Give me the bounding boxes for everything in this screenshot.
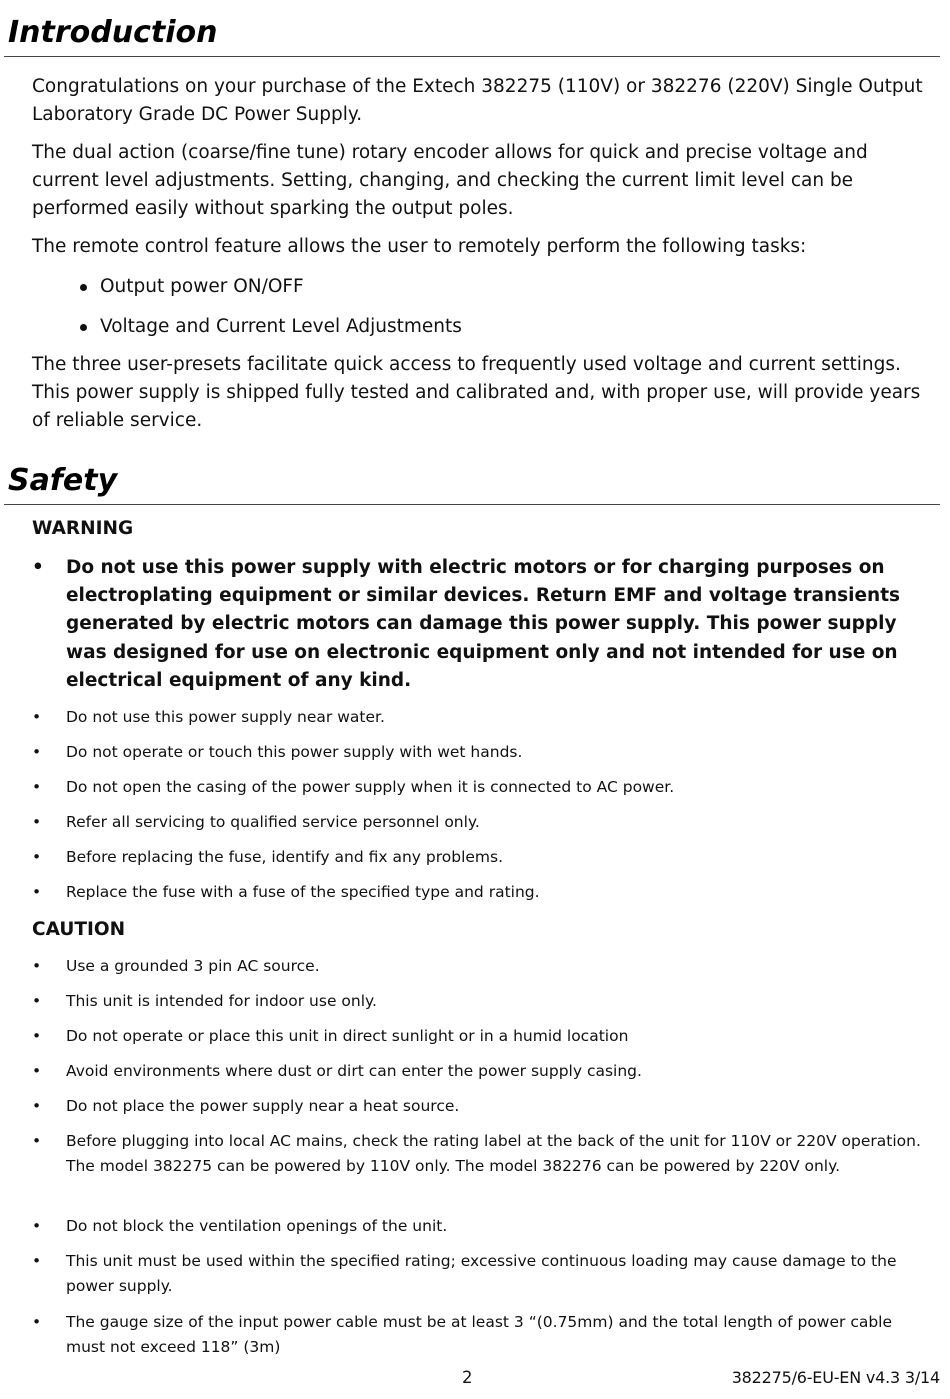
bullet-icon: • [32,1313,42,1331]
safety-heading: Safety [8,463,118,498]
safety-divider [4,504,940,505]
bullet-icon: • [32,708,42,726]
warning-text: Do not open the casing of the power supply when it is connected to AC power. [66,778,675,796]
caution-text: Do not place the power supply near a heat source. [66,1097,460,1115]
caution-text: Avoid environments where dust or dirt can enter the power supply casing. [66,1062,642,1080]
bullet-icon: • [32,992,42,1010]
bullet-icon: • [32,557,44,578]
bullet-icon: • [32,1062,42,1080]
warning-item [32,775,922,800]
bullet-icon: • [32,1217,42,1235]
bullet-icon: • [32,957,42,975]
caution-item [32,1129,922,1179]
task-text: Voltage and Current Level Adjustments [100,316,462,337]
caution-text: Before plugging into local AC mains, check the rating label at the back of the unit for 110V or 220V operation. The model 382275 can be powered by 110V only. The model 382276 can be powered by 220V only. [66,1132,921,1175]
warning-text: Do not use this power supply near water. [66,708,385,726]
warning-item [32,880,922,905]
caution-text: This unit must be used within the specified rating; excessive continuous loading may cause damage to the power supply. [66,1252,897,1295]
warning-item [32,810,922,835]
introduction-heading: Introduction [8,15,218,50]
list-item [76,273,462,313]
bullet-icon: • [32,813,42,831]
caution-item [32,1249,922,1299]
warning-label: WARNING [32,518,134,539]
bullet-icon: • [32,1252,42,1270]
bullet-dot-icon [80,324,87,331]
caution-item [32,1094,922,1119]
bullet-icon: • [32,1132,42,1150]
warning-text: Replace the fuse with a fuse of the specified type and rating. [66,883,540,901]
intro-paragraph-3: The remote control feature allows the user to remotely perform the following tasks: [32,236,807,257]
caution-label: CAUTION [32,919,126,940]
caution-text: This unit is intended for indoor use only. [66,992,377,1010]
bullet-icon: • [32,743,42,761]
caution-item [32,1310,922,1360]
bullet-icon: • [32,883,42,901]
introduction-divider [4,56,940,57]
intro-paragraph-1: Congratulations on your purchase of the Extech 382275 (110V) or 382276 (220V) Single Output Laboratory Grade DC Power Supply. [32,76,923,125]
caution-item [32,989,922,1014]
page-number: 2 [462,1368,473,1387]
intro-closing-paragraph: The three user-presets facilitate quick access to frequently used voltage and current settings. This power supply is shipped fully tested and calibrated and, with proper use, will provide years of reliable service. [32,354,921,431]
bullet-icon: • [32,848,42,866]
caution-item [32,1024,922,1049]
warning-text: Refer all servicing to qualified service personnel only. [66,813,480,831]
warning-bold-item [32,554,932,695]
caution-item [32,954,922,979]
bullet-icon: • [32,778,42,796]
caution-text: Use a grounded 3 pin AC source. [66,957,320,975]
warning-item [32,845,922,870]
remote-tasks-list [76,273,462,353]
warning-text: Before replacing the fuse, identify and fix any problems. [66,848,504,866]
caution-text: Do not operate or place this unit in direct sunlight or in a humid location [66,1027,629,1045]
warning-text: Do not operate or touch this power supply with wet hands. [66,743,523,761]
warning-item [32,740,922,765]
task-text: Output power ON/OFF [100,276,304,297]
bullet-icon: • [32,1097,42,1115]
warning-item [32,705,922,730]
bullet-dot-icon [80,284,87,291]
bullet-icon: • [32,1027,42,1045]
caution-item [32,1059,922,1084]
intro-paragraph-2: The dual action (coarse/fine tune) rotary encoder allows for quick and precise voltage and current level adjustments. Setting, changing, and checking the current limit level can be performed easily without sparking the output poles. [32,142,868,219]
caution-text: Do not block the ventilation openings of the unit. [66,1217,448,1235]
caution-item [32,1214,922,1239]
caution-text: The gauge size of the input power cable must be at least 3 “(0.75mm) and the total length of power cable must not exceed 118” (3m) [66,1313,893,1356]
list-item [76,313,462,353]
document-code: 382275/6-EU-EN v4.3 3/14 [731,1368,940,1387]
warning-bold-text: Do not use this power supply with electric motors or for charging purposes on electroplating equipment or similar devices. Return EMF and voltage transients generated by electric motors can damage this power supply. This power supply was designed for use on electronic equipment only and not intended for use on electrical equipment of any kind. [66,557,901,691]
